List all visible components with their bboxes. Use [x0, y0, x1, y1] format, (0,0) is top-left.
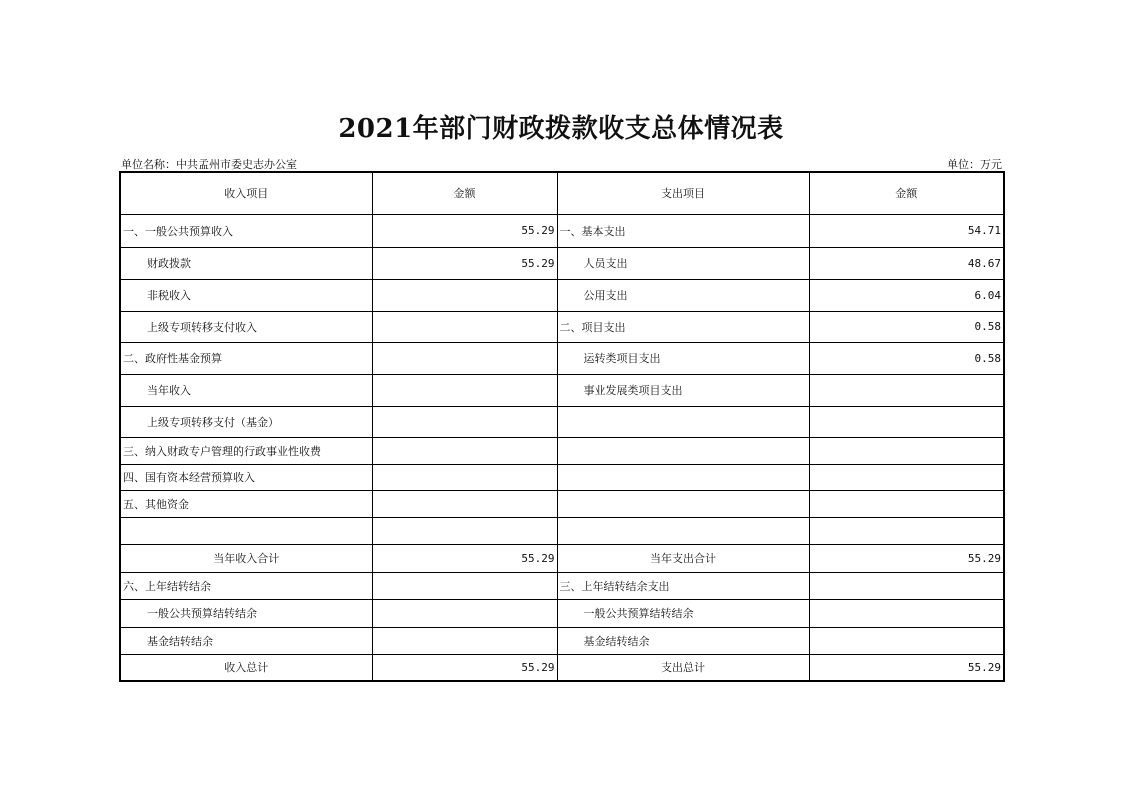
expense-amount: 55.29: [809, 544, 1004, 572]
expense-amount: [809, 490, 1004, 517]
income-item-label: 上级专项转移支付（基金）: [120, 406, 372, 437]
table-row: [120, 517, 1004, 544]
table-row: [120, 490, 1004, 517]
table-row: [120, 279, 1004, 311]
expense-amount: 0.58: [809, 342, 1004, 374]
table-row: [120, 342, 1004, 374]
page-title: 2021年部门财政拨款收支总体情况表: [338, 114, 784, 144]
header-expense-amount: 金额: [809, 172, 1004, 214]
header-income-amount: 金额: [372, 172, 557, 214]
table-row: [120, 464, 1004, 490]
table-row: [120, 437, 1004, 464]
expense-amount: [809, 572, 1004, 599]
income-amount: [372, 627, 557, 654]
expense-amount: 54.71: [809, 214, 1004, 247]
expense-item-label: 人员支出: [557, 247, 809, 279]
table-row: [120, 654, 1004, 681]
income-item-label: 三、纳入财政专户管理的行政事业性收费: [120, 437, 372, 464]
expense-item-label: [557, 490, 809, 517]
expense-item-label: 事业发展类项目支出: [557, 374, 809, 406]
income-amount: [372, 572, 557, 599]
income-item-label: 五、其他资金: [120, 490, 372, 517]
income-item-label: 基金结转结余: [120, 627, 372, 654]
income-amount: [372, 406, 557, 437]
table-header-row: [120, 172, 1004, 214]
income-amount: [372, 311, 557, 342]
income-amount: [372, 437, 557, 464]
income-amount: [372, 342, 557, 374]
income-amount: 55.29: [372, 544, 557, 572]
expense-amount: 48.67: [809, 247, 1004, 279]
income-item-label: 一、一般公共预算收入: [120, 214, 372, 247]
income-item-label: 六、上年结转结余: [120, 572, 372, 599]
expense-amount: [809, 406, 1004, 437]
expense-item-label: 三、上年结转结余支出: [557, 572, 809, 599]
expense-item-label: [557, 464, 809, 490]
income-item-label: [120, 517, 372, 544]
expense-amount: [809, 517, 1004, 544]
budget-table: [119, 171, 1005, 682]
expense-item-label: 二、项目支出: [557, 311, 809, 342]
table-row: [120, 247, 1004, 279]
expense-amount: [809, 437, 1004, 464]
expense-item-label: 支出总计: [557, 654, 809, 681]
expense-amount: [809, 627, 1004, 654]
table-row: [120, 627, 1004, 654]
expense-amount: [809, 599, 1004, 627]
income-item-label: 上级专项转移支付收入: [120, 311, 372, 342]
expense-item-label: 运转类项目支出: [557, 342, 809, 374]
expense-amount: [809, 464, 1004, 490]
table-row: [120, 572, 1004, 599]
unit-name: 单位名称：中共孟州市委史志办公室: [121, 158, 297, 171]
expense-item-label: 当年支出合计: [557, 544, 809, 572]
income-item-label: 当年收入: [120, 374, 372, 406]
expense-item-label: 一、基本支出: [557, 214, 809, 247]
income-amount: [372, 374, 557, 406]
income-item-label: 收入总计: [120, 654, 372, 681]
expense-item-label: [557, 517, 809, 544]
income-amount: [372, 279, 557, 311]
header-income-item: 收入项目: [120, 172, 372, 214]
expense-item-label: [557, 437, 809, 464]
table-row: [120, 374, 1004, 406]
income-item-label: 四、国有资本经营预算收入: [120, 464, 372, 490]
income-amount: [372, 517, 557, 544]
income-item-label: 非税收入: [120, 279, 372, 311]
income-item-label: 当年收入合计: [120, 544, 372, 572]
expense-amount: 55.29: [809, 654, 1004, 681]
expense-amount: 0.58: [809, 311, 1004, 342]
income-amount: [372, 599, 557, 627]
income-amount: 55.29: [372, 654, 557, 681]
table-row: [120, 544, 1004, 572]
expense-item-label: 公用支出: [557, 279, 809, 311]
table-row: [120, 599, 1004, 627]
expense-amount: 6.04: [809, 279, 1004, 311]
currency-unit: 单位：万元: [947, 158, 1002, 171]
income-item-label: 一般公共预算结转结余: [120, 599, 372, 627]
expense-item-label: [557, 406, 809, 437]
income-amount: 55.29: [372, 214, 557, 247]
table-row: [120, 214, 1004, 247]
expense-item-label: 基金结转结余: [557, 627, 809, 654]
income-amount: [372, 464, 557, 490]
income-item-label: 财政拨款: [120, 247, 372, 279]
expense-item-label: 一般公共预算结转结余: [557, 599, 809, 627]
income-item-label: 二、政府性基金预算: [120, 342, 372, 374]
header-expense-item: 支出项目: [557, 172, 809, 214]
expense-amount: [809, 374, 1004, 406]
table-row: [120, 311, 1004, 342]
table-row: [120, 406, 1004, 437]
income-amount: 55.29: [372, 247, 557, 279]
income-amount: [372, 490, 557, 517]
